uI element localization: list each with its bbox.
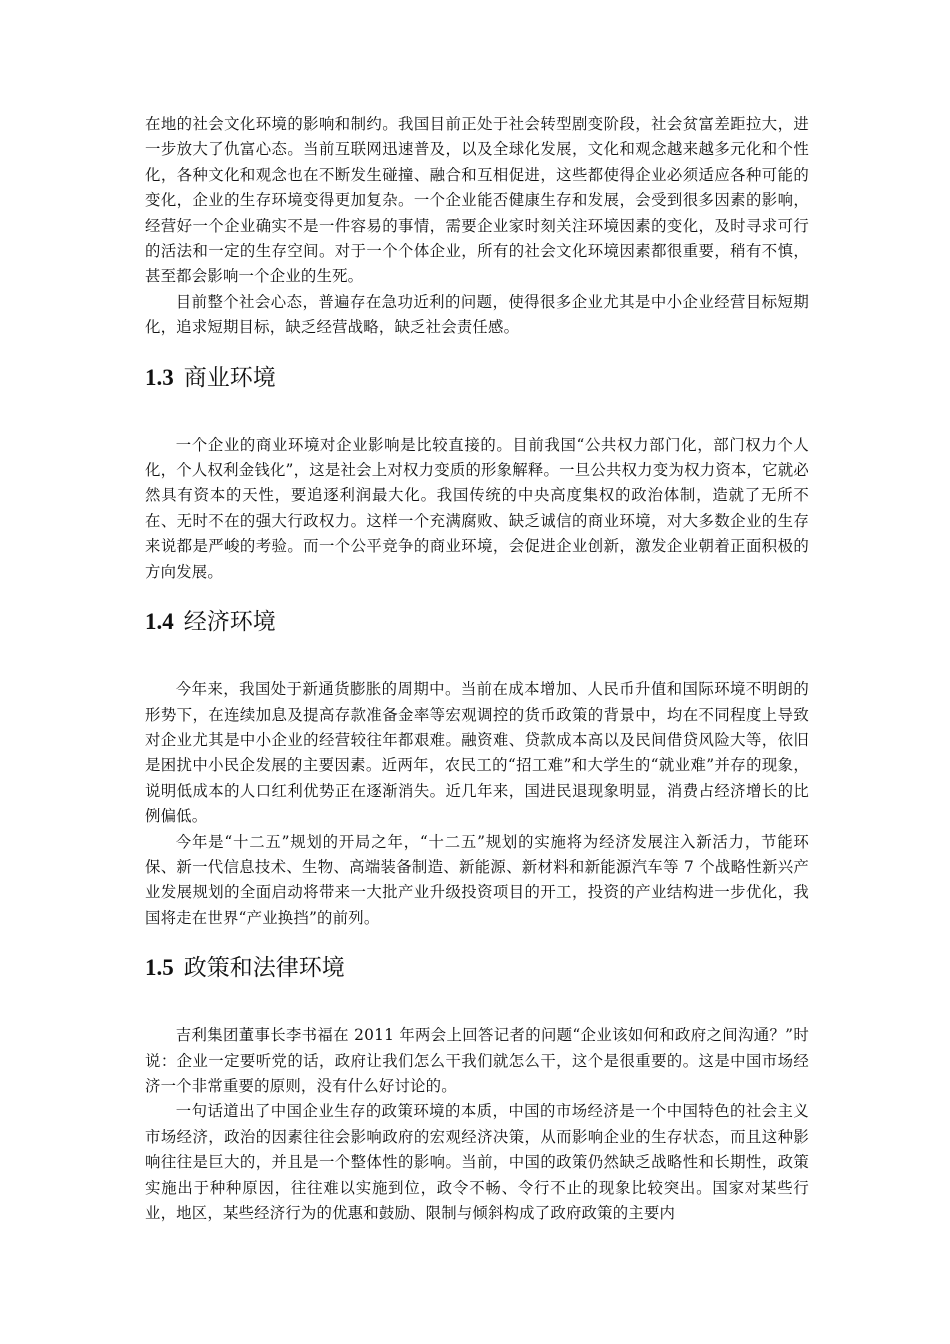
section-title: 商业环境 — [183, 364, 276, 391]
section-number: 1.5 — [145, 955, 174, 981]
body-paragraph: 吉利集团董事长李书福在 2011 年两会上回答记者的问题“企业该如何和政府之间沟通？”时说：企业一定要听党的话，政府让我们怎么干我们就怎么干，这个是很重要的。这是中国市场经济一个非常重要的原则，没有什么好讨论的。 — [145, 1026, 809, 1095]
section-number: 1.4 — [145, 609, 174, 635]
body-paragraph: 一句话道出了中国企业生存的政策环境的本质，中国的市场经济是一个中国特色的社会主义市场经济，政治的因素往往会影响政府的宏观经济决策，从而影响企业的生存状态，而且这种影响往往是巨大的，并且是一个整体性的影响。当前，中国的政策仍然缺乏战略性和长期性，政策实施出于种种原因，往往难以实施到位，政令不畅、令行不止的现象比较突出。国家对某些行业，地区，某些经济行为的优惠和鼓励、限制与倾斜构成了政府政策的主要内 — [145, 1102, 809, 1222]
body-paragraph: 在地的社会文化环境的影响和制约。我国目前正处于社会转型剧变阶段，社会贫富差距拉大，进一步放大了仇富心态。当前互联网迅速普及，以及全球化发展，文化和观念越来越多元化和个性化，各种文化和观念也在不断发生碰撞、融合和互相促进，这些都使得企业必须适应各种可能的变化，企业的生存环境变得更加复杂。一个企业能否健康生存和发展，会受到很多因素的影响，经营好一个企业确实不是一件容易的事情，需要企业家时刻关注环境因素的变化，及时寻求可行的活法和一定的生存空间。对于一个个体企业，所有的社会文化环境因素都很重要，稍有不慎，甚至都会影响一个企业的生死。 — [145, 115, 809, 286]
section-title: 经济环境 — [183, 609, 276, 636]
section-heading — [145, 363, 809, 393]
section-heading — [145, 607, 809, 637]
section-number: 1.3 — [145, 364, 174, 390]
section-heading — [145, 953, 809, 983]
section-title: 政策和法律环境 — [183, 955, 345, 982]
body-paragraph: 今年是“十二五”规划的开局之年，“十二五”规划的实施将为经济发展注入新活力，节能环保、新一代信息技术、生物、高端装备制造、新能源、新材料和新能源汽车等 7 个战略性新兴产业发展规划的全面启动将带来一大批产业升级投资项目的开工，投资的产业结构进一步优化，我国将走在世界“产业换挡”的前列。 — [145, 832, 809, 927]
body-paragraph: 目前整个社会心态，普遍存在急功近利的问题，使得很多企业尤其是中小企业经营目标短期化，追求短期目标，缺乏经营战略，缺乏社会责任感。 — [145, 292, 809, 337]
body-paragraph: 今年来，我国处于新通货膨胀的周期中。当前在成本增加、人民币升值和国际环境不明朗的形势下，在连续加息及提高存款准备金率等宏观调控的货币政策的背景中，均在不同程度上导致对企业尤其是中小企业的经营较往年都艰难。融资难、贷款成本高以及民间借贷风险大等，依旧是困扰中小民企发展的主要因素。近两年，农民工的“招工难”和大学生的“就业难”并存的现象，说明低成本的人口红利优势正在逐渐消失。近几年来，国进民退现象明显，消费占经济增长的比例偏低。 — [145, 680, 809, 826]
document-page — [145, 112, 809, 1226]
body-paragraph: 一个企业的商业环境对企业影响是比较直接的。目前我国“公共权力部门化，部门权力个人化，个人权利金钱化”，这是社会上对权力变质的形象解释。一旦公共权力变为权力资本，它就必然具有资本的天性，要追逐利润最大化。我国传统的中央高度集权的政治体制，造就了无所不在、无时不在的强大行政权力。这样一个充满腐败、缺乏诚信的商业环境，对大多数企业的生存来说都是严峻的考验。而一个公平竞争的商业环境，会促进企业创新，激发企业朝着正面积极的方向发展。 — [145, 435, 809, 581]
